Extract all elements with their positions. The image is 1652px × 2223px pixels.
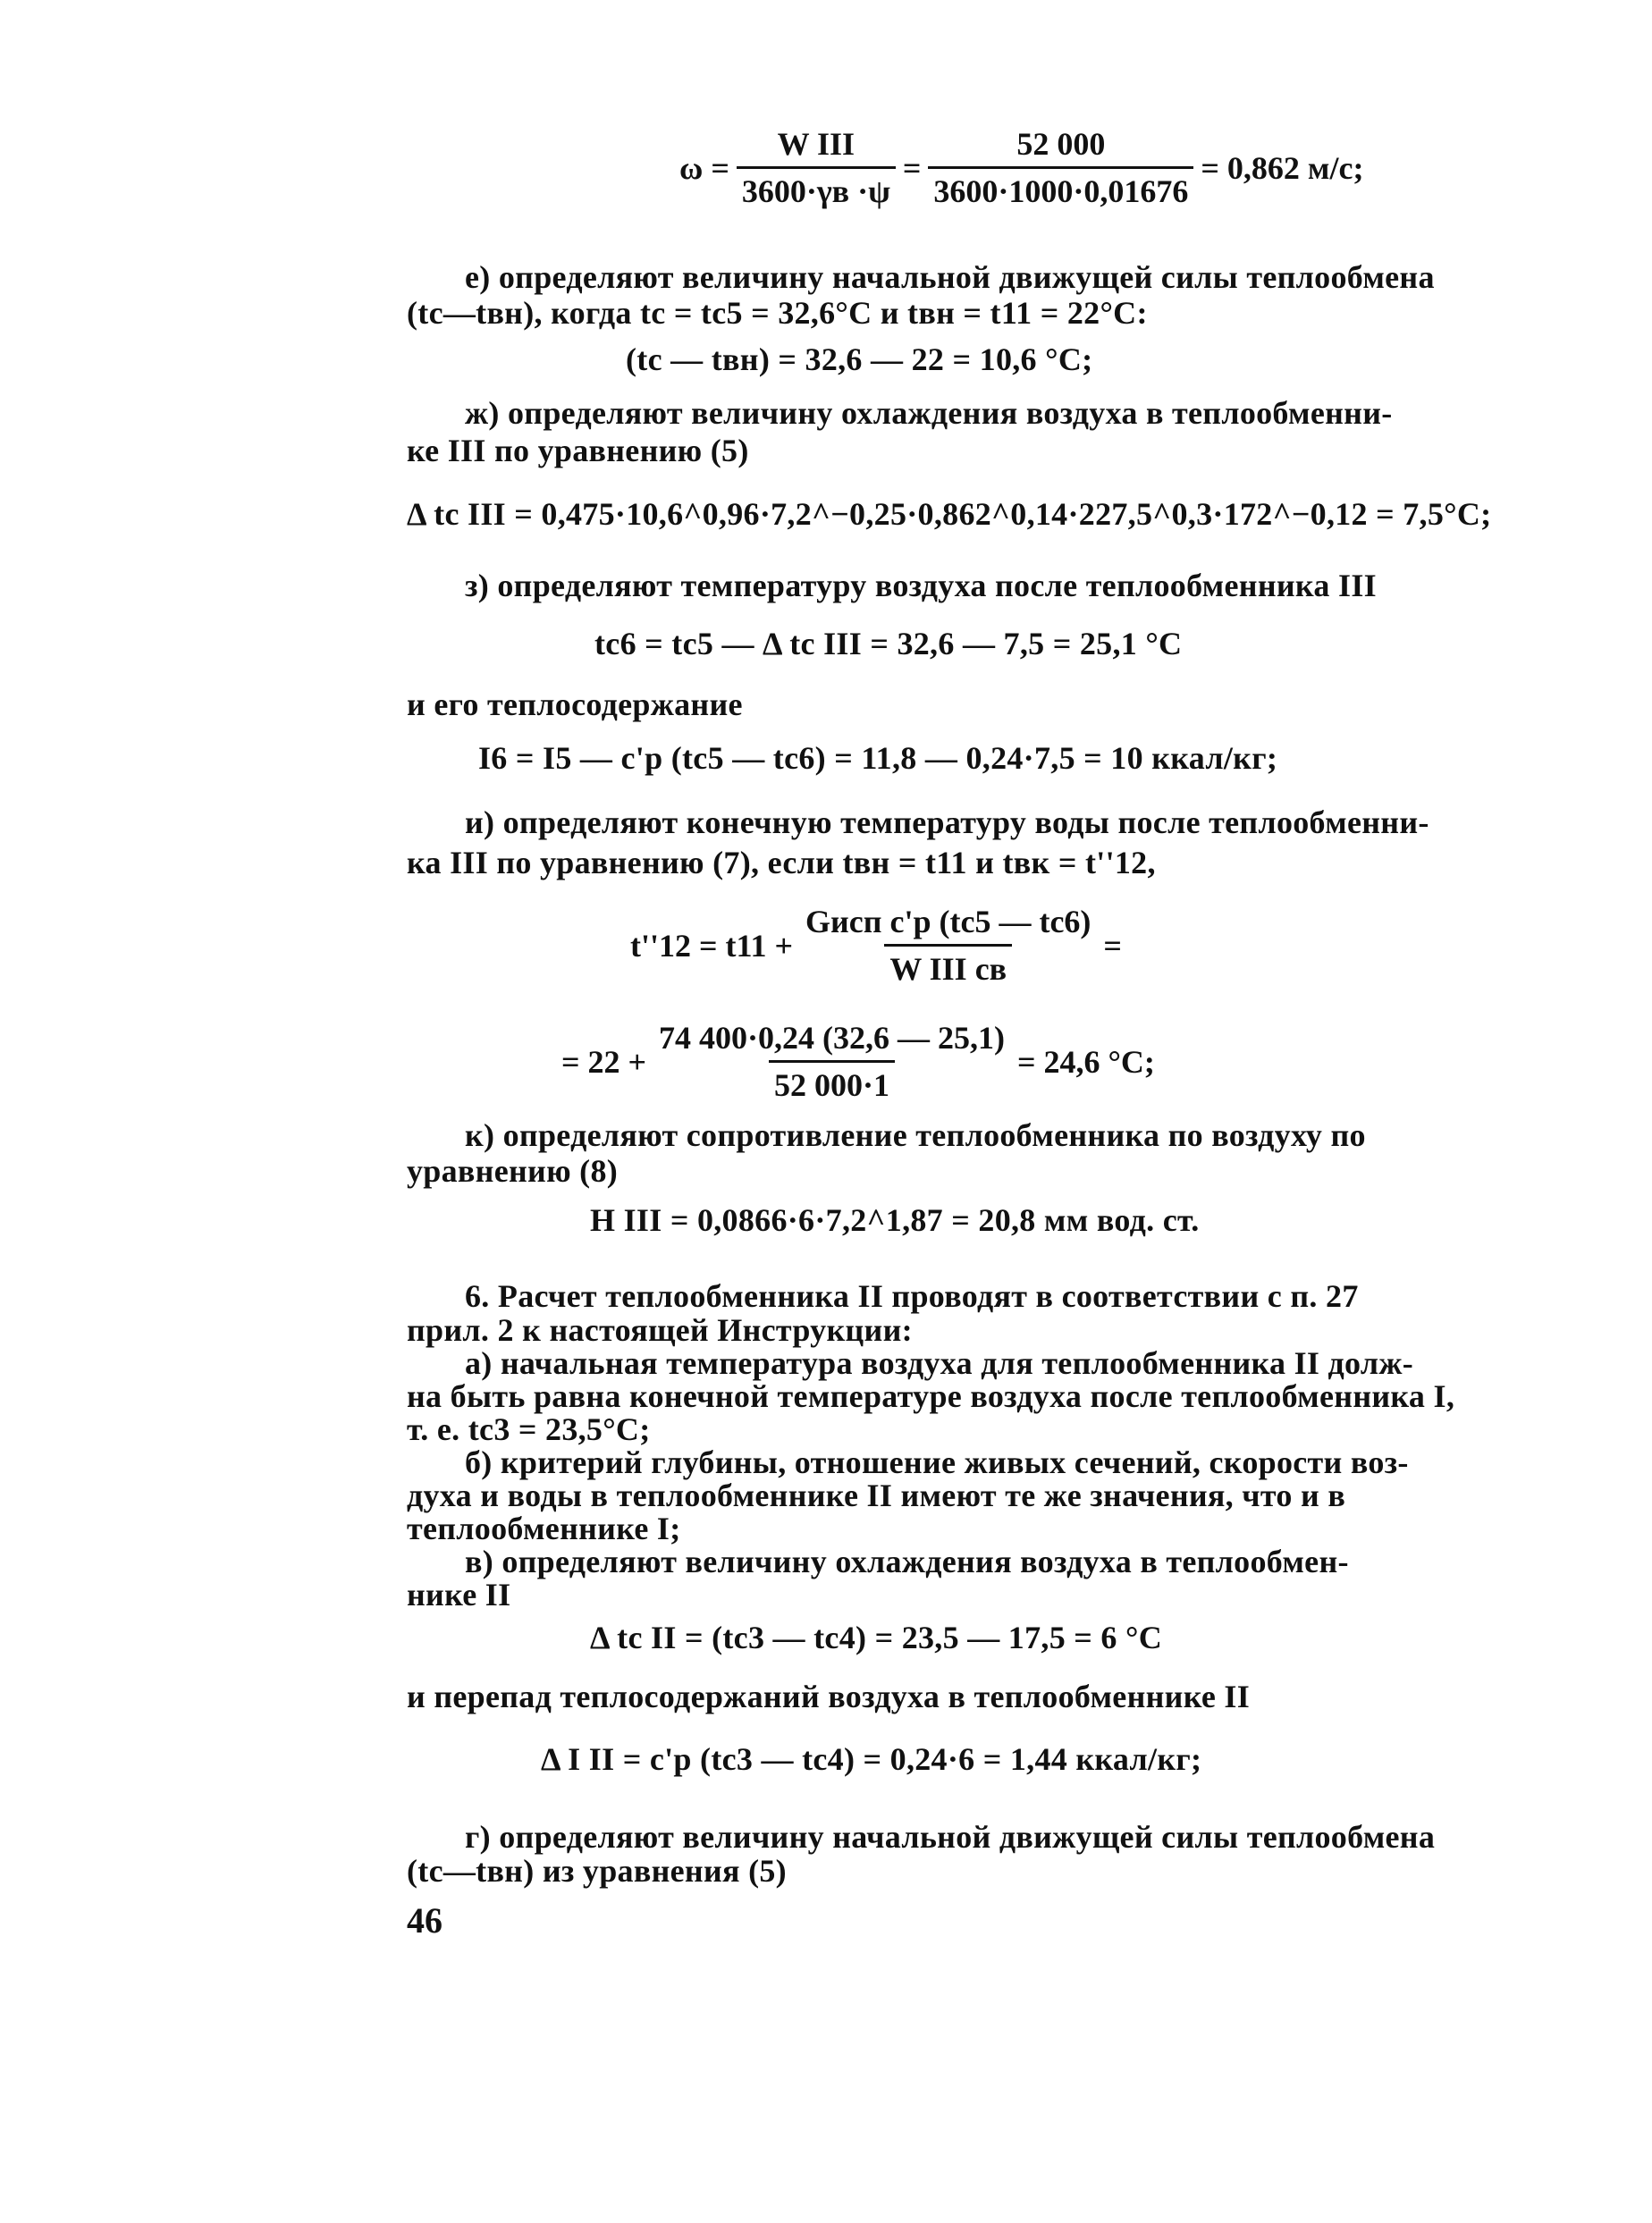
- item-i-f2-fraction: [653, 1019, 1010, 1104]
- section6-g-line-1: г) определяют величину начальной движущей силы теплообмена: [465, 1819, 1436, 1855]
- section6-a-line-2: на быть равна конечной температуре воздуха после теплообменника I,: [407, 1378, 1455, 1414]
- item-zh-line-2: ке III по уравнению (5): [407, 433, 749, 468]
- item-i-f2-den: 52 000·1: [769, 1060, 895, 1104]
- omega-num-2: 52 000: [1016, 126, 1106, 162]
- item-k-formula: H III = 0,0866·6·7,2^1,87 = 20,8 мм вод. ст.: [590, 1202, 1200, 1238]
- page-number: 46: [407, 1900, 442, 1941]
- item-i-f2-num: 74 400·0,24 (32,6 — 25,1): [659, 1020, 1006, 1056]
- section6-v-line-1: в) определяют величину охлаждения воздуха в теплообмен-: [465, 1544, 1349, 1579]
- item-i-f1-lhs: t''12 = t11 +: [630, 927, 794, 964]
- section6-b-line-1: б) критерий глубины, отношение живых сечений, скорости воз-: [465, 1444, 1409, 1480]
- item-z-formula-2: I6 = I5 — c'p (tс5 — tс6) = 11,8 — 0,24·7,5 = 10 ккал/кг;: [478, 740, 1278, 776]
- item-zh-line-1: ж) определяют величину охлаждения воздуха в теплообменни-: [465, 395, 1393, 431]
- section6-intro-2: прил. 2 к настоящей Инструкции:: [407, 1312, 913, 1348]
- item-i-f1-rhs: =: [1103, 927, 1122, 964]
- section6-v-line-2: нике II: [407, 1577, 511, 1613]
- item-e-line-1: е) определяют величину начальной движущей силы теплообмена: [465, 259, 1435, 295]
- section6-b-line-3: теплообменнике I;: [407, 1511, 681, 1546]
- section6-a-line-1: а) начальная температура воздуха для теплообменника II долж-: [465, 1345, 1414, 1381]
- section6-a-line-3: т. е. tс3 = 23,5°С;: [407, 1411, 651, 1447]
- omega-fraction-1: [737, 125, 896, 210]
- omega-num-1: W III: [777, 126, 856, 162]
- item-i-line-1: и) определяют конечную температуру воды после теплообменни-: [465, 804, 1429, 840]
- item-z-formula-1: tс6 = tс5 — Δ tс III = 32,6 — 7,5 = 25,1 °С: [594, 626, 1183, 661]
- item-z-line-1: з) определяют температуру воздуха после теплообменника III: [465, 568, 1377, 603]
- item-e-line-2: (tс—tвн), когда tс = tс5 = 32,6°С и tвн = t11 = 22°С:: [407, 295, 1148, 331]
- omega-result: = 0,862 м/с;: [1201, 149, 1364, 186]
- item-k-line-1: к) определяют сопротивление теплообменника по воздуху по: [465, 1117, 1366, 1153]
- item-i-f1-den: W III cв: [884, 944, 1012, 988]
- item-k-line-2: уравнению (8): [407, 1153, 619, 1189]
- section6-line-mid: и перепад теплосодержаний воздуха в теплообменнике II: [407, 1679, 1251, 1714]
- omega-den-1: 3600·γв ·ψ: [737, 166, 896, 210]
- item-z-line-2: и его теплосодержание: [407, 686, 743, 722]
- section6-b-line-2: духа и воды в теплообменнике II имеют те же значения, что и в: [407, 1478, 1346, 1513]
- item-i-line-2: ка III по уравнению (7), если tвн = t11 и tвк = t''12,: [407, 845, 1156, 880]
- omega-eq: =: [902, 149, 922, 186]
- section6-formula-2: Δ I II = c'p (tс3 — tс4) = 0,24·6 = 1,44 ккал/кг;: [541, 1741, 1202, 1777]
- section6-formula-1: Δ tс II = (tс3 — tс4) = 23,5 — 17,5 = 6 °С: [590, 1620, 1163, 1655]
- item-e-formula: (tс — tвн) = 32,6 — 22 = 10,6 °С;: [626, 341, 1093, 377]
- omega-fraction-2: [928, 125, 1193, 210]
- item-i-f2-rhs: = 24,6 °С;: [1017, 1043, 1155, 1080]
- item-i-formula-1: [630, 903, 1122, 988]
- item-i-f2-lhs: = 22 +: [561, 1043, 647, 1080]
- item-i-f1-fraction: [800, 903, 1096, 988]
- omega-formula: [679, 125, 1363, 210]
- item-i-f1-num: Gисп c'p (tс5 — tс6): [805, 904, 1092, 939]
- section6-g-line-2: (tс—tвн) из уравнения (5): [407, 1853, 787, 1889]
- section6-intro-1: 6. Расчет теплообменника II проводят в соответствии с п. 27: [465, 1278, 1359, 1314]
- omega-den-2: 3600·1000·0,01676: [928, 166, 1193, 210]
- item-i-formula-2: [561, 1019, 1155, 1104]
- omega-lhs: ω =: [679, 149, 729, 186]
- item-zh-formula: Δ tс III = 0,475·10,6^0,96·7,2^−0,25·0,862^0,14·227,5^0,3·172^−0,12 = 7,5°С;: [407, 496, 1492, 532]
